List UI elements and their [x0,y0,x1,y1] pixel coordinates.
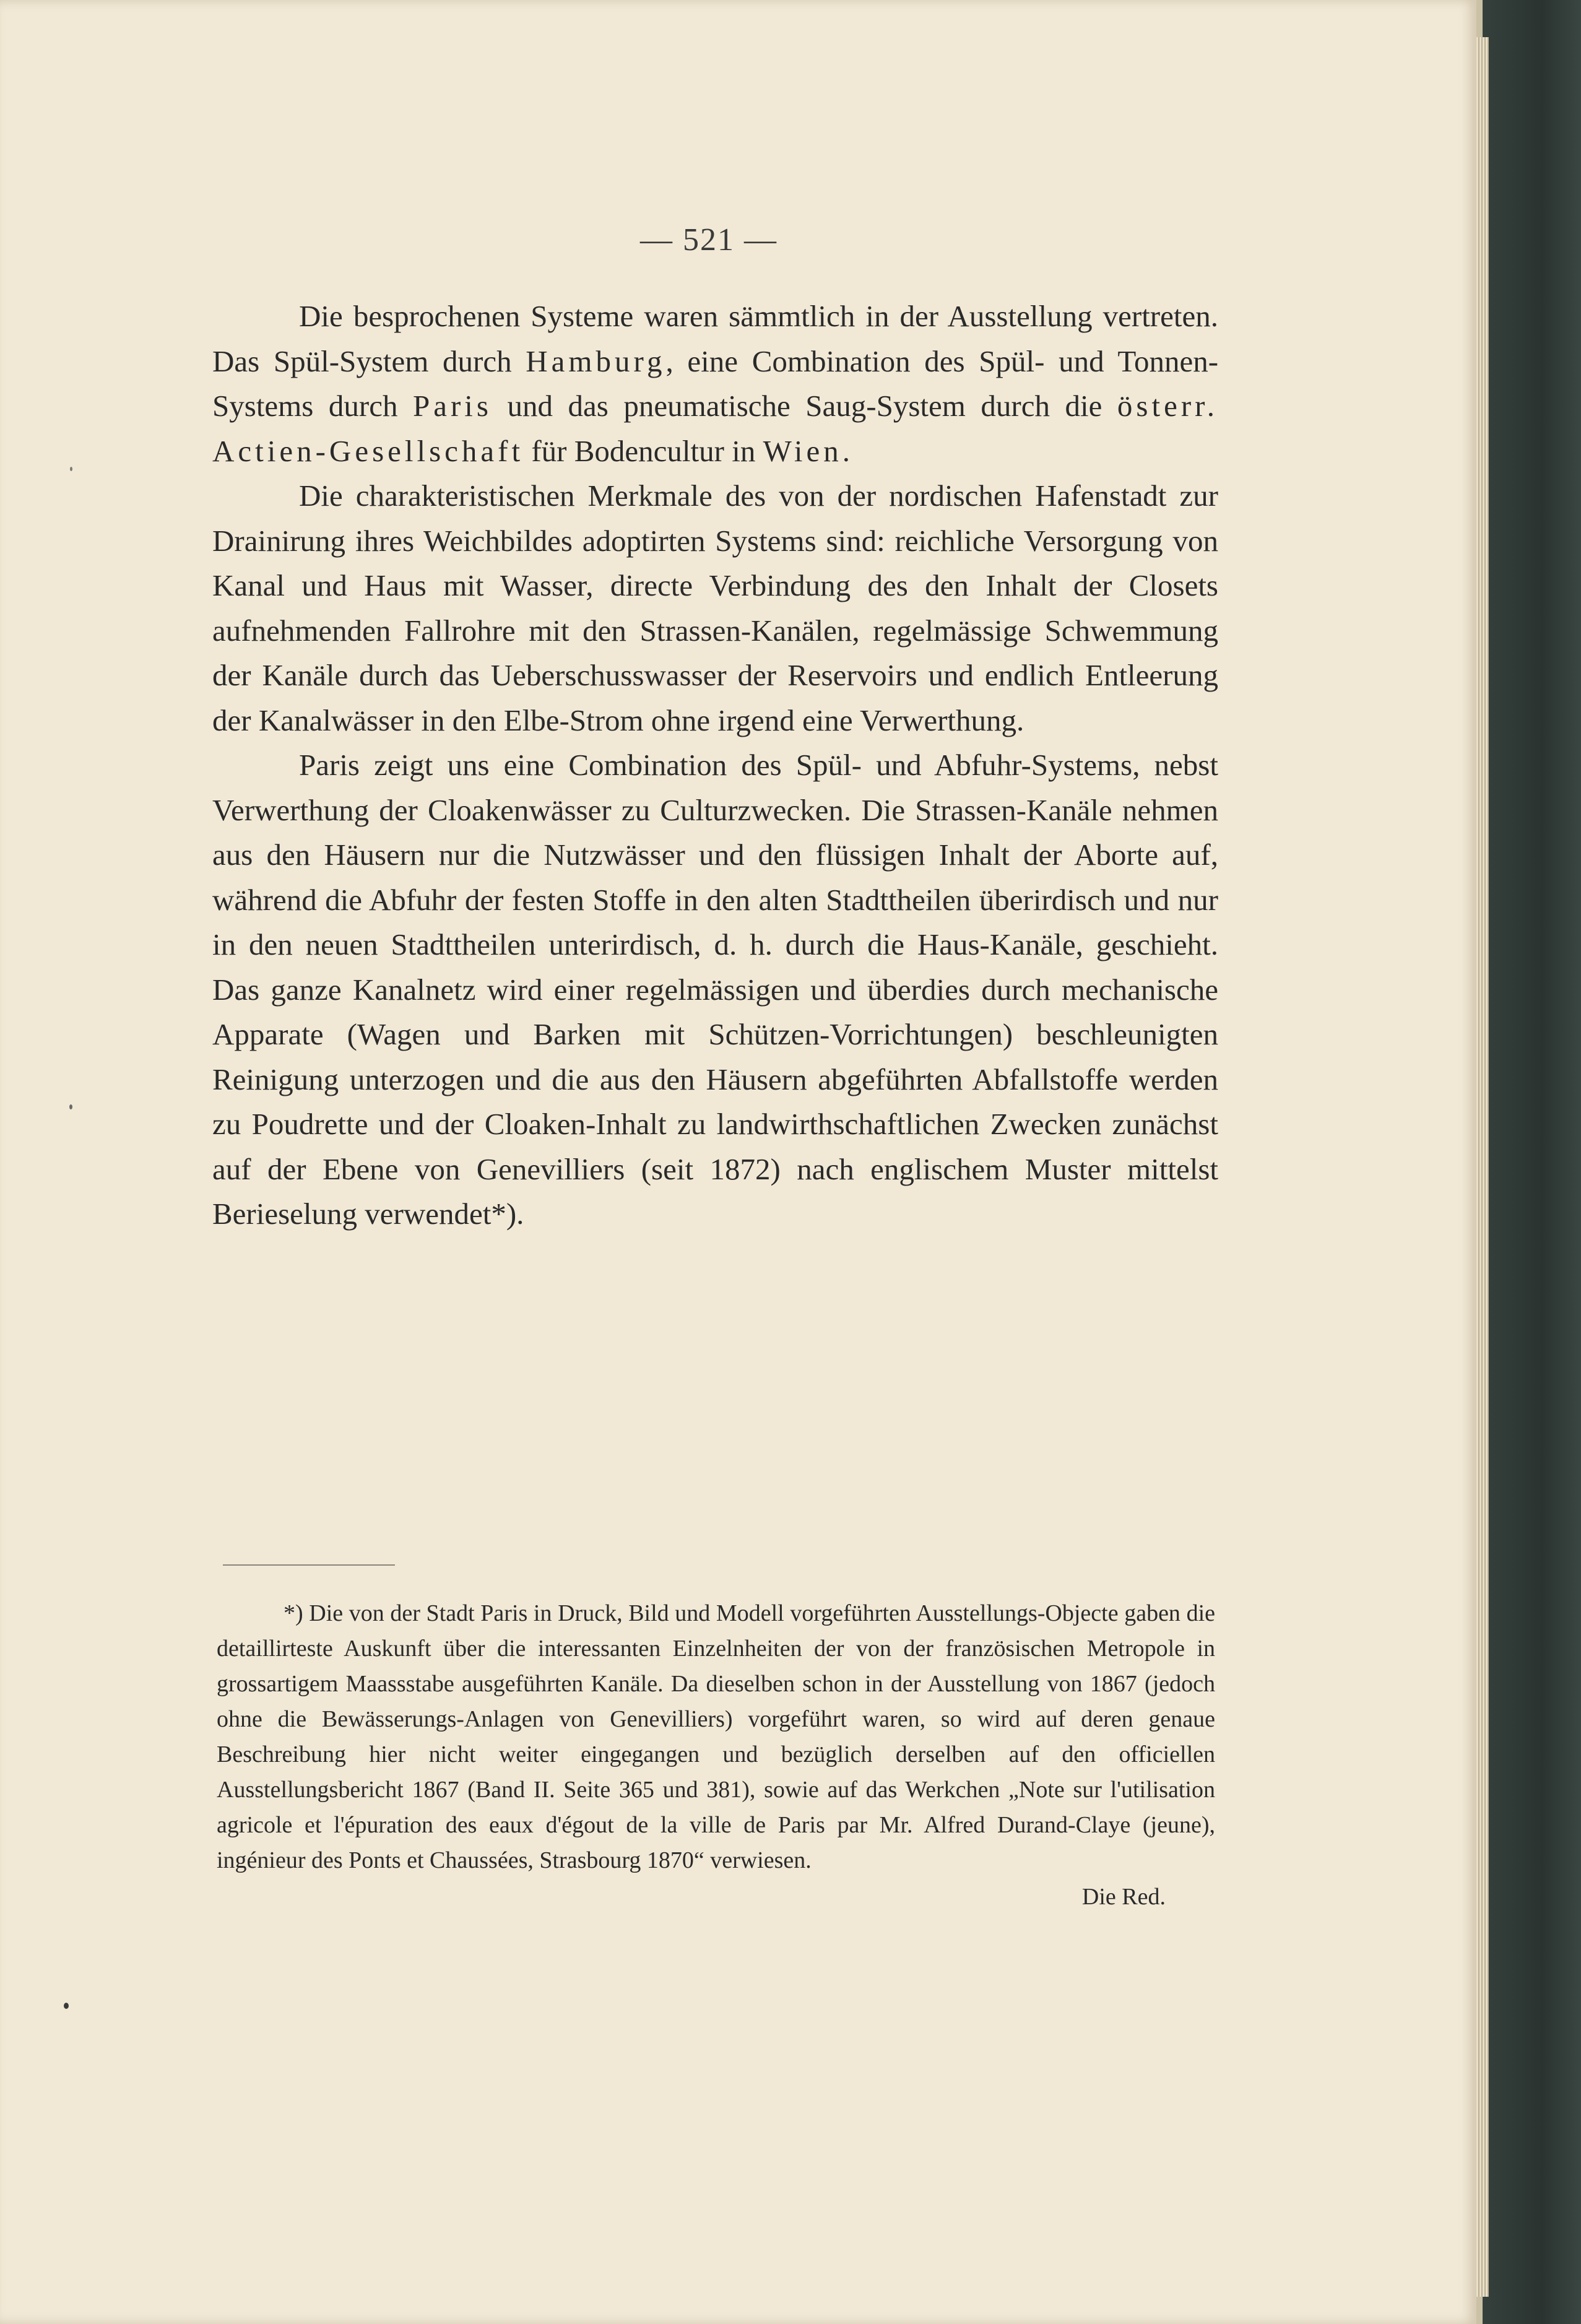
print-speck [70,467,72,471]
footnote [217,1596,1215,1915]
text-run: Die charakteristischen Merkmale des von der nordischen Hafenstadt zur Drainirung ihres Weichbildes adoptirten Systems sind: reichliche Versorgung von Kanal und Haus mit Wasser, directe Verbindung des den Inhalt der Closets aufnehmenden Fallrohre mit den Strassen-Kanälen, regelmässige Schwemmung der Kanäle durch das Ueberschusswasser der Reservoirs und endlich Entleerung der Kanalwässer in den Elbe-Strom ohne irgend eine Verwerthung. [212,479,1218,737]
spaced-name: Wien [763,433,842,468]
paragraph [212,474,1218,743]
footnote-divider [223,1564,395,1566]
book-cover [1483,0,1581,2324]
spaced-name: Paris [412,389,492,423]
spaced-name: österr. Actien-Gesellschaft [212,389,1219,468]
page-number: — 521 — [640,222,778,258]
text-run: , eine Combination des Spül- und Tonnen-Systems durch [212,344,1219,423]
footnote-signature: Die Red. [1081,1884,1166,1910]
footnote-text: *) Die von der Stadt Paris in Druck, Bild und Modell vorgeführten Ausstellungs-Objecte gaben die detaillirteste Auskunft über die interessanten Einzelnheiten der von der französischen Metropole in grossartigem Maassstabe ausgeführten Kanäle. Da dieselben schon in der Ausstellung von 1867 (jedoch ohne die Bewässerungs-Anlagen von Genevilliers) vorgeführt waren, so wird auf deren genaue Beschreibung hier nicht weiter eingegangen und bezüglich derselben auf den officiellen Ausstellungsbericht 1867 (Band II. Seite 365 und 381), sowie auf das Werkchen „Note sur l'utilisation agricole et l'épuration des eaux d'égout de la ville de Paris par Mr. Alfred Durand-Claye (jeune), ingénieur des Ponts et Chaussées, Strasbourg 1870“ verwiesen. [217,1600,1215,1873]
paragraph [212,294,1218,474]
print-speck [69,1104,72,1109]
text-run: Paris zeigt uns eine Combination des Spül- und Abfuhr-Systems, nebst Verwerthung der Cloakenwässer zu Culturzwecken. Die Strassen-Kanäle nehmen aus den Häusern nur die Nutzwässer und den flüssigen Inhalt der Aborte auf, während die Abfuhr der festen Stoffe in den alten Stadttheilen überirdisch und nur in den neuen Stadttheilen unterirdisch, d. h. durch die Haus-Kanäle, geschieht. Das ganze Kanalnetz wird einer regelmässigen und überdies durch mechanische Apparate (Wagen und Barken mit Schützen-Vorrichtungen) beschleunigten Reinigung unterzogen und die aus den Häusern abgeführten Abfallstoffe werden zu Poudrette und der Cloaken-Inhalt zu landwirthschaftlichen Zwecken zunächst auf der Ebene von Genevilliers (seit 1872) nach englischem Muster mittelst Berieselung verwendet*). [212,748,1218,1231]
paragraph [212,743,1218,1237]
text-run: . [842,433,850,468]
spaced-name: Hamburg [526,344,666,378]
print-speck [64,2003,69,2009]
text-run: für Bodencultur in [524,433,763,468]
text-run: und das pneumatische Saug-System durch die [492,389,1117,423]
main-text [212,294,1218,1237]
text-run: Die besprochenen Systeme waren sämmtlich in der Ausstellung vertreten. Das Spül-System durch [212,299,1218,378]
